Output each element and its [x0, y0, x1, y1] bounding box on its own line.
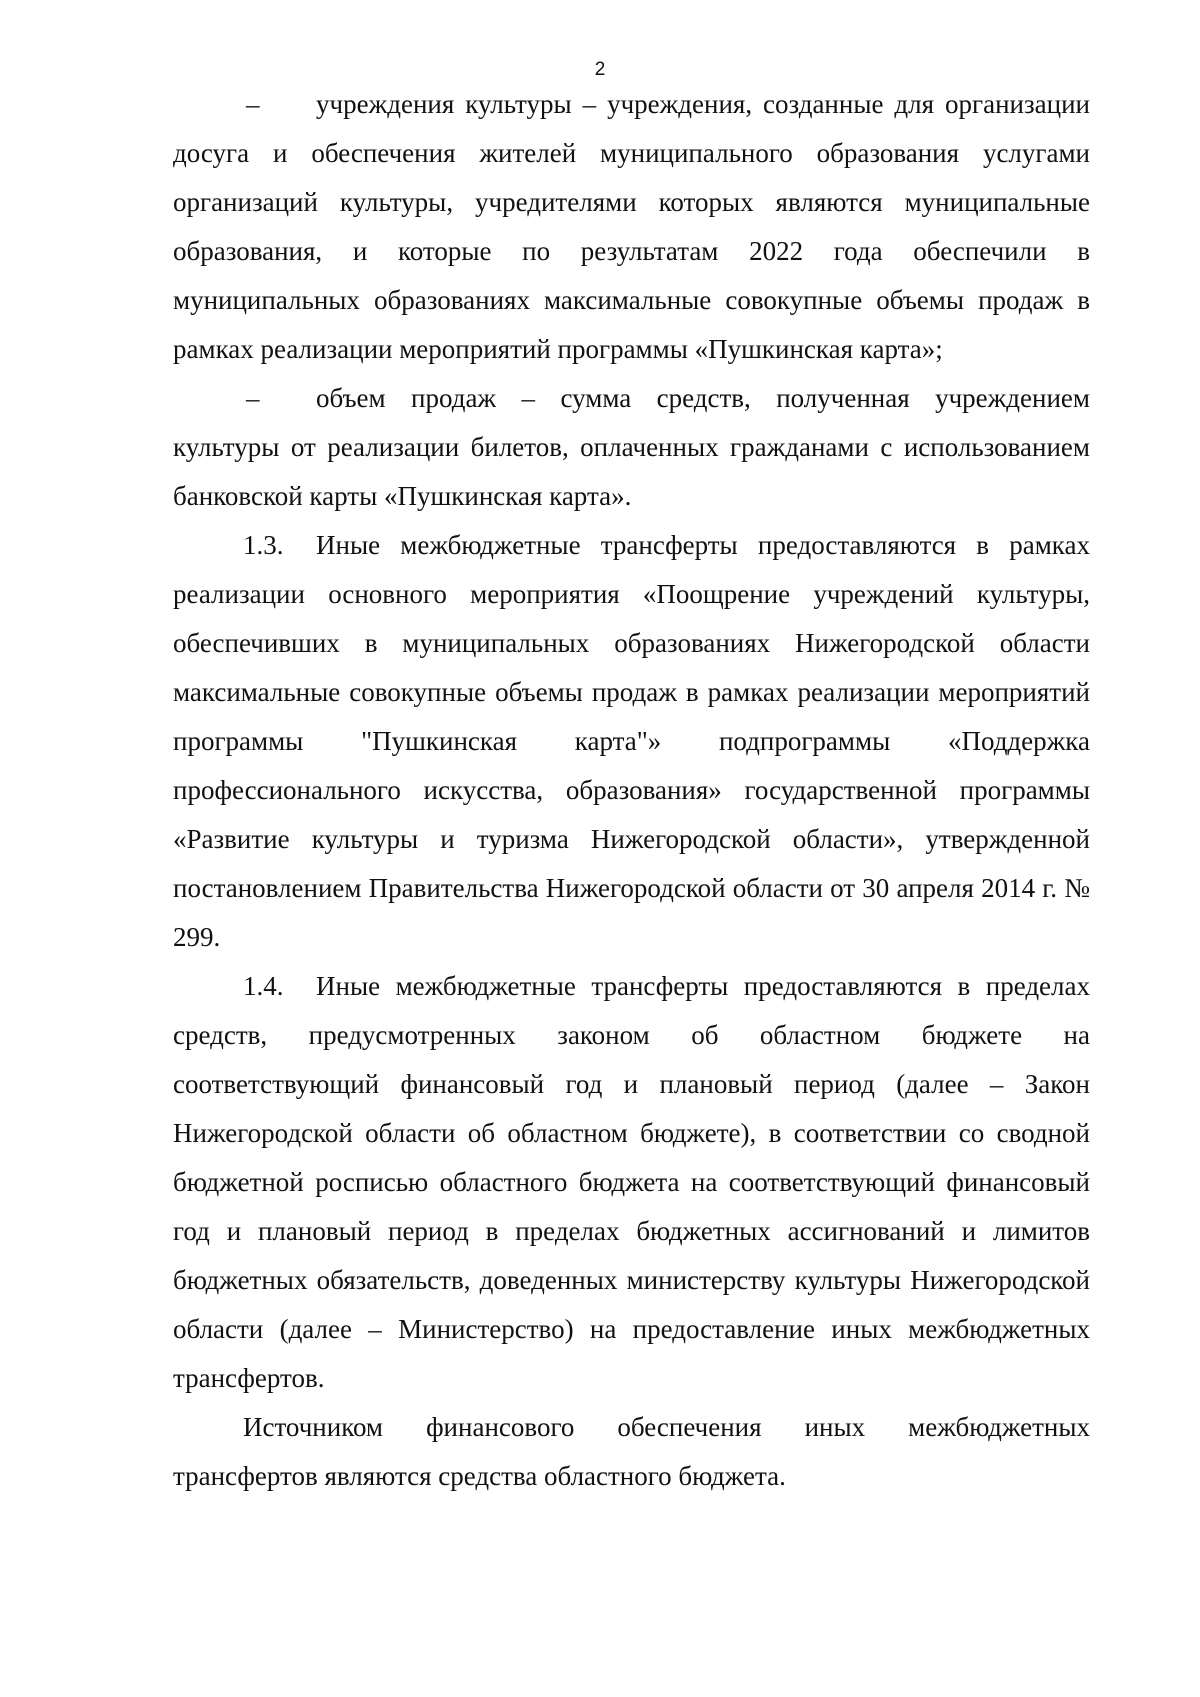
clause-number: 1.4. [243, 971, 284, 1001]
definition-item-culture-institutions [173, 80, 1090, 374]
clause-1-3 [173, 521, 1090, 962]
paragraph-text: учреждения культуры – учреждения, созданные для организации досуга и обеспечения жителей муниципального образования услугами организаций культуры, учредителями которых являются муниципальные образования, и которые по результатам 2022 года обеспечили в муниципальных образованиях максимальные совокупные объемы продаж в рамках реализации мероприятий программы «Пушкинская карта»; [173, 89, 1090, 364]
list-dash: – [246, 89, 260, 119]
paragraph-text: объем продаж – сумма средств, полученная учреждением культуры от реализации билетов, оплаченных гражданами с использованием банковской карты «Пушкинская карта». [173, 383, 1090, 511]
definition-item-sales-volume [173, 374, 1090, 521]
paragraph-text: Иные межбюджетные трансферты предоставляются в пределах средств, предусмотренных законом об областном бюджете на соответствующий финансовый год и плановый период (далее – Закон Нижегородской области об областном бюджете), в соответствии со сводной бюджетной росписью областного бюджета на соответствующий финансовый год и плановый период в пределах бюджетных ассигнований и лимитов бюджетных обязательств, доведенных министерству культуры Нижегородской области (далее – Министерство) на предоставление иных межбюджетных трансфертов. [173, 971, 1090, 1393]
clause-1-4 [173, 962, 1090, 1403]
page-number: 2 [594, 59, 606, 80]
list-dash: – [246, 383, 260, 413]
paragraph-text: Иные межбюджетные трансферты предоставляются в рамках реализации основного мероприятия «Поощрение учреждений культуры, обеспечивших в муниципальных образованиях Нижегородской области максимальные совокупные объемы продаж в рамках реализации мероприятий программы "Пушкинская карта"» подпрограммы «Поддержка профессионального искусства, образования» государственной программы «Развитие культуры и туризма Нижегородской области», утвержденной постановлением Правительства Нижегородской области от 30 апреля 2014 г. № 299. [173, 530, 1090, 952]
clause-number: 1.3. [243, 530, 284, 560]
funding-source-paragraph: Источником финансового обеспечения иных межбюджетных трансфертов являются средства областного бюджета. [173, 1412, 1090, 1491]
document-body [173, 80, 1090, 1501]
